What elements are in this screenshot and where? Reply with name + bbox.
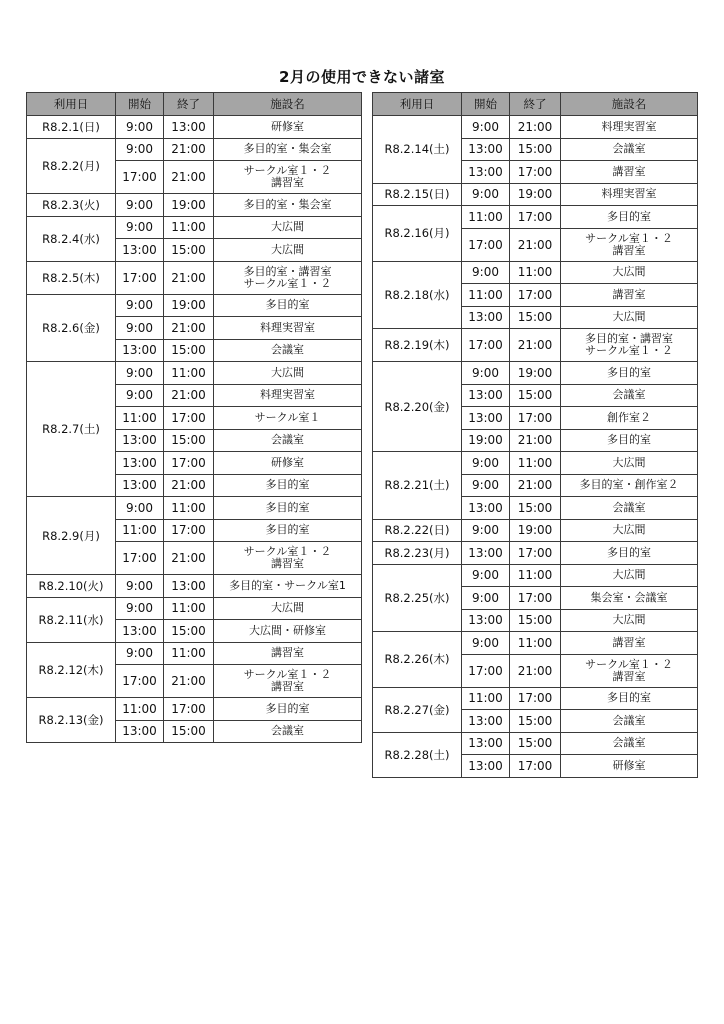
facility-cell (214, 698, 362, 721)
end-time-cell: 17:00 (510, 206, 561, 229)
date-cell: R8.2.12(木) (27, 642, 116, 698)
date-cell: R8.2.18(水) (373, 261, 462, 329)
date-cell: R8.2.22(日) (373, 519, 462, 542)
facility-cell (214, 384, 362, 407)
facility-cell (561, 632, 698, 655)
date-cell: R8.2.1(日) (27, 116, 116, 139)
date-cell: R8.2.20(金) (373, 362, 462, 452)
facility-line: 多目的室 (265, 523, 310, 537)
start-time-cell: 11:00 (116, 407, 164, 430)
facility-line: 講習室 (271, 557, 304, 570)
start-time-cell: 17:00 (462, 329, 510, 362)
start-time-cell: 9:00 (462, 587, 510, 610)
facility-line: 多目的室・創作室２ (579, 478, 679, 492)
start-time-cell: 17:00 (116, 665, 164, 698)
end-time-cell: 15:00 (510, 138, 561, 161)
end-time-cell: 11:00 (510, 261, 561, 284)
end-time-cell: 21:00 (510, 116, 561, 139)
facility-cell (561, 306, 698, 329)
end-time-cell: 11:00 (164, 216, 214, 239)
facility-line: 会議室 (612, 713, 646, 727)
facility-cell (214, 452, 362, 475)
facility-cell (214, 542, 362, 575)
end-time-cell: 15:00 (510, 497, 561, 520)
facility-line: 大広間 (612, 613, 646, 627)
end-time-cell: 21:00 (510, 474, 561, 497)
table-row (27, 261, 362, 294)
facility-line: 講習室 (612, 669, 646, 683)
facility-line: サークル室１・２ (585, 657, 673, 671)
facility-line: サークル室１・２ (243, 164, 332, 177)
end-time-cell: 11:00 (510, 452, 561, 475)
facility-line: 研修室 (271, 119, 304, 133)
start-time-cell: 19:00 (462, 429, 510, 452)
start-time-cell: 9:00 (116, 597, 164, 620)
table-row (27, 698, 362, 721)
end-time-cell: 11:00 (164, 362, 214, 385)
facility-cell (561, 407, 698, 430)
facility-line: 多目的室 (265, 701, 310, 715)
end-time-cell: 15:00 (510, 732, 561, 755)
date-cell: R8.2.21(土) (373, 452, 462, 520)
facility-cell (214, 519, 362, 542)
facility-line: 大広間 (271, 242, 304, 256)
end-time-cell: 21:00 (510, 429, 561, 452)
date-cell: R8.2.26(木) (373, 632, 462, 688)
start-time-cell: 13:00 (116, 429, 164, 452)
table-row (27, 138, 362, 161)
facility-cell (214, 429, 362, 452)
facility-line: 料理実習室 (260, 388, 315, 402)
start-time-cell: 17:00 (462, 228, 510, 261)
header-facility: 施設名 (561, 93, 698, 116)
start-time-cell: 13:00 (116, 239, 164, 262)
start-time-cell: 9:00 (116, 362, 164, 385)
table-row (27, 575, 362, 598)
schedule-table-right (372, 92, 698, 778)
end-time-cell: 17:00 (510, 284, 561, 307)
facility-cell (561, 452, 698, 475)
table-row (373, 564, 698, 587)
table-body-right (373, 116, 698, 778)
facility-line: 会議室 (612, 388, 646, 402)
table-row (27, 642, 362, 665)
facility-line: 会議室 (612, 500, 646, 514)
facility-cell (561, 384, 698, 407)
facility-cell (214, 216, 362, 239)
end-time-cell: 21:00 (164, 138, 214, 161)
facility-line: サークル室１・２ (243, 668, 332, 681)
start-time-cell: 13:00 (116, 720, 164, 743)
facility-cell (561, 284, 698, 307)
end-time-cell: 21:00 (510, 654, 561, 687)
end-time-cell: 15:00 (510, 609, 561, 632)
facility-line: サークル室１・２ (585, 231, 673, 245)
start-time-cell: 11:00 (116, 519, 164, 542)
facility-line: 多目的室・講習室 (243, 264, 332, 278)
date-cell: R8.2.16(月) (373, 206, 462, 262)
end-time-cell: 19:00 (164, 194, 214, 217)
start-time-cell: 11:00 (462, 206, 510, 229)
facility-cell (561, 755, 698, 778)
end-time-cell: 21:00 (510, 329, 561, 362)
table-row (373, 519, 698, 542)
end-time-cell: 13:00 (164, 116, 214, 139)
facility-line: 創作室２ (607, 410, 651, 424)
start-time-cell: 9:00 (116, 384, 164, 407)
end-time-cell: 21:00 (164, 665, 214, 698)
facility-line: 料理実習室 (601, 187, 657, 201)
table-row (373, 542, 698, 565)
page-title: 2月の使用できない諸室 (279, 68, 445, 86)
start-time-cell: 13:00 (116, 620, 164, 643)
facility-line: 研修室 (271, 455, 304, 469)
start-time-cell: 9:00 (116, 642, 164, 665)
facility-line: 大広間 (271, 601, 304, 615)
facility-cell (561, 732, 698, 755)
facility-cell (561, 654, 698, 687)
date-cell: R8.2.9(月) (27, 497, 116, 575)
end-time-cell: 21:00 (164, 317, 214, 340)
start-time-cell: 9:00 (116, 294, 164, 317)
end-time-cell: 21:00 (164, 384, 214, 407)
end-time-cell: 19:00 (510, 183, 561, 206)
end-time-cell: 15:00 (510, 384, 561, 407)
end-time-cell: 17:00 (164, 519, 214, 542)
facility-line: 大広間 (612, 455, 646, 469)
start-time-cell: 17:00 (116, 542, 164, 575)
end-time-cell: 15:00 (164, 620, 214, 643)
facility-line: 会議室 (612, 142, 646, 156)
facility-cell (214, 239, 362, 262)
start-time-cell: 9:00 (462, 564, 510, 587)
facility-cell (561, 542, 698, 565)
date-cell: R8.2.13(金) (27, 698, 116, 743)
facility-line: 多目的室 (265, 478, 310, 492)
facility-line: 大広間・研修室 (249, 623, 326, 637)
date-cell: R8.2.14(土) (373, 116, 462, 184)
facility-cell (214, 317, 362, 340)
facility-line: 集会室・会議室 (590, 590, 668, 604)
start-time-cell: 13:00 (462, 710, 510, 733)
date-cell: R8.2.25(水) (373, 564, 462, 632)
start-time-cell: 11:00 (462, 687, 510, 710)
facility-line: 講習室 (271, 176, 304, 189)
facility-line: 大広間 (612, 310, 646, 324)
facility-cell (561, 564, 698, 587)
start-time-cell: 13:00 (462, 306, 510, 329)
start-time-cell: 9:00 (116, 194, 164, 217)
start-time-cell: 9:00 (462, 474, 510, 497)
date-cell: R8.2.15(日) (373, 183, 462, 206)
facility-line: 多目的室・講習室 (585, 332, 673, 345)
header-date: 利用日 (27, 93, 116, 116)
date-cell: R8.2.5(木) (27, 261, 116, 294)
facility-cell (561, 261, 698, 284)
table-body-left (27, 116, 362, 743)
end-time-cell: 17:00 (164, 452, 214, 475)
end-time-cell: 15:00 (164, 429, 214, 452)
table-row (373, 206, 698, 229)
header-end: 終了 (510, 93, 561, 116)
start-time-cell: 13:00 (462, 609, 510, 632)
facility-cell (214, 194, 362, 217)
table-row (373, 116, 698, 139)
start-time-cell: 13:00 (462, 138, 510, 161)
end-time-cell: 21:00 (164, 161, 214, 194)
facility-cell (561, 362, 698, 385)
end-time-cell: 17:00 (510, 587, 561, 610)
end-time-cell: 17:00 (164, 407, 214, 430)
facility-cell (214, 620, 362, 643)
start-time-cell: 17:00 (462, 654, 510, 687)
start-time-cell: 11:00 (462, 284, 510, 307)
facility-line: 多目的室 (607, 365, 651, 379)
facility-line: サークル室１・２ (585, 344, 673, 357)
facility-cell (561, 228, 698, 261)
end-time-cell: 11:00 (164, 497, 214, 520)
facility-line: 会議室 (271, 724, 304, 738)
facility-cell (214, 138, 362, 161)
start-time-cell: 9:00 (462, 362, 510, 385)
facility-line: 講習室 (612, 635, 646, 649)
facility-line: 講習室 (271, 646, 304, 660)
end-time-cell: 15:00 (510, 306, 561, 329)
start-time-cell: 13:00 (462, 161, 510, 184)
end-time-cell: 21:00 (164, 474, 214, 497)
facility-cell (561, 206, 698, 229)
end-time-cell: 17:00 (510, 407, 561, 430)
end-time-cell: 19:00 (510, 519, 561, 542)
facility-line: 大広間 (271, 220, 304, 234)
start-time-cell: 13:00 (462, 542, 510, 565)
facility-line: 多目的室 (607, 209, 651, 223)
facility-cell (214, 161, 362, 194)
facility-cell (561, 116, 698, 139)
table-row (373, 687, 698, 710)
start-time-cell: 13:00 (462, 407, 510, 430)
facility-cell (561, 138, 698, 161)
end-time-cell: 21:00 (510, 228, 561, 261)
date-cell: R8.2.7(土) (27, 362, 116, 497)
facility-cell (561, 497, 698, 520)
facility-cell (214, 474, 362, 497)
facility-cell (214, 362, 362, 385)
facility-line: 講習室 (612, 243, 646, 257)
header-start: 開始 (462, 93, 510, 116)
facility-line: サークル室１ (254, 410, 321, 424)
facility-cell (214, 575, 362, 598)
facility-cell (214, 116, 362, 139)
header-row (373, 93, 698, 116)
start-time-cell: 13:00 (116, 339, 164, 362)
facility-cell (214, 339, 362, 362)
table-row (373, 183, 698, 206)
end-time-cell: 19:00 (510, 362, 561, 385)
start-time-cell: 13:00 (116, 452, 164, 475)
date-cell: R8.2.19(木) (373, 329, 462, 362)
start-time-cell: 17:00 (116, 261, 164, 294)
end-time-cell: 17:00 (510, 687, 561, 710)
facility-cell (214, 407, 362, 430)
end-time-cell: 17:00 (510, 755, 561, 778)
end-time-cell: 11:00 (164, 642, 214, 665)
facility-line: 料理実習室 (260, 320, 315, 334)
facility-line: 会議室 (271, 433, 304, 447)
table-row (27, 597, 362, 620)
table-row (373, 732, 698, 755)
facility-line: 多目的室 (265, 500, 310, 514)
end-time-cell: 11:00 (164, 597, 214, 620)
facility-cell (214, 642, 362, 665)
table-row (373, 362, 698, 385)
facility-cell (561, 587, 698, 610)
start-time-cell: 9:00 (462, 261, 510, 284)
start-time-cell: 13:00 (462, 384, 510, 407)
start-time-cell: 17:00 (116, 161, 164, 194)
facility-cell (214, 497, 362, 520)
end-time-cell: 11:00 (510, 564, 561, 587)
start-time-cell: 9:00 (462, 632, 510, 655)
facility-cell (561, 687, 698, 710)
header-facility: 施設名 (214, 93, 362, 116)
facility-line: 会議室 (271, 343, 304, 357)
table-row (27, 194, 362, 217)
date-cell: R8.2.2(月) (27, 138, 116, 194)
date-cell: R8.2.28(土) (373, 732, 462, 777)
start-time-cell: 9:00 (116, 216, 164, 239)
facility-line: 大広間 (271, 365, 304, 379)
end-time-cell: 17:00 (510, 161, 561, 184)
date-cell: R8.2.27(金) (373, 687, 462, 732)
date-cell: R8.2.3(火) (27, 194, 116, 217)
facility-cell (214, 665, 362, 698)
table-row (373, 632, 698, 655)
facility-line: 多目的室・集会室 (243, 197, 332, 211)
facility-line: 多目的室 (607, 545, 651, 559)
start-time-cell: 9:00 (462, 452, 510, 475)
facility-line: サークル室１・２ (243, 276, 332, 290)
facility-line: 会議室 (612, 736, 646, 750)
schedule-table-left (26, 92, 362, 743)
end-time-cell: 21:00 (164, 542, 214, 575)
date-cell: R8.2.10(火) (27, 575, 116, 598)
table-row (27, 497, 362, 520)
facility-line: 大広間 (612, 265, 646, 279)
date-cell: R8.2.6(金) (27, 294, 116, 362)
start-time-cell: 9:00 (116, 575, 164, 598)
end-time-cell: 15:00 (510, 710, 561, 733)
header-start: 開始 (116, 93, 164, 116)
facility-cell (214, 597, 362, 620)
facility-cell (561, 429, 698, 452)
date-cell: R8.2.23(月) (373, 542, 462, 565)
start-time-cell: 9:00 (116, 116, 164, 139)
start-time-cell: 13:00 (462, 732, 510, 755)
facility-cell (214, 294, 362, 317)
facility-line: 大広間 (612, 523, 646, 537)
facility-cell (561, 710, 698, 733)
table-row (373, 452, 698, 475)
start-time-cell: 13:00 (462, 497, 510, 520)
start-time-cell: 9:00 (116, 497, 164, 520)
start-time-cell: 9:00 (116, 317, 164, 340)
facility-line: 講習室 (271, 680, 304, 693)
facility-cell (561, 519, 698, 542)
end-time-cell: 17:00 (510, 542, 561, 565)
start-time-cell: 11:00 (116, 698, 164, 721)
facility-line: サークル室１・２ (243, 545, 332, 558)
start-time-cell: 9:00 (116, 138, 164, 161)
end-time-cell: 21:00 (164, 261, 214, 294)
table-row (373, 261, 698, 284)
date-cell: R8.2.11(水) (27, 597, 116, 642)
date-cell: R8.2.4(水) (27, 216, 116, 261)
end-time-cell: 19:00 (164, 294, 214, 317)
facility-line: 料理実習室 (601, 119, 657, 133)
facility-line: 多目的室・集会室 (243, 142, 332, 156)
table-row (373, 329, 698, 362)
facility-cell (561, 183, 698, 206)
end-time-cell: 13:00 (164, 575, 214, 598)
facility-line: 多目的室 (607, 691, 651, 705)
facility-cell (561, 474, 698, 497)
facility-line: 講習室 (612, 164, 646, 178)
end-time-cell: 17:00 (164, 698, 214, 721)
end-time-cell: 15:00 (164, 720, 214, 743)
facility-line: 多目的室 (265, 298, 310, 312)
start-time-cell: 13:00 (462, 755, 510, 778)
table-row (27, 116, 362, 139)
table-row (27, 294, 362, 317)
facility-line: 多目的室・サークル室1 (229, 578, 346, 592)
table-row (27, 362, 362, 385)
facility-line: 多目的室 (607, 433, 651, 447)
facility-line: 講習室 (612, 287, 646, 301)
end-time-cell: 15:00 (164, 239, 214, 262)
facility-cell (214, 261, 362, 294)
start-time-cell: 13:00 (116, 474, 164, 497)
start-time-cell: 9:00 (462, 116, 510, 139)
facility-cell (561, 329, 698, 362)
facility-line: 大広間 (612, 568, 646, 582)
start-time-cell: 9:00 (462, 519, 510, 542)
facility-cell (214, 720, 362, 743)
facility-line: 研修室 (612, 758, 646, 772)
table-row (27, 216, 362, 239)
facility-cell (561, 161, 698, 184)
header-end: 終了 (164, 93, 214, 116)
start-time-cell: 9:00 (462, 183, 510, 206)
header-date: 利用日 (373, 93, 462, 116)
header-row (27, 93, 362, 116)
end-time-cell: 11:00 (510, 632, 561, 655)
end-time-cell: 15:00 (164, 339, 214, 362)
facility-cell (561, 609, 698, 632)
